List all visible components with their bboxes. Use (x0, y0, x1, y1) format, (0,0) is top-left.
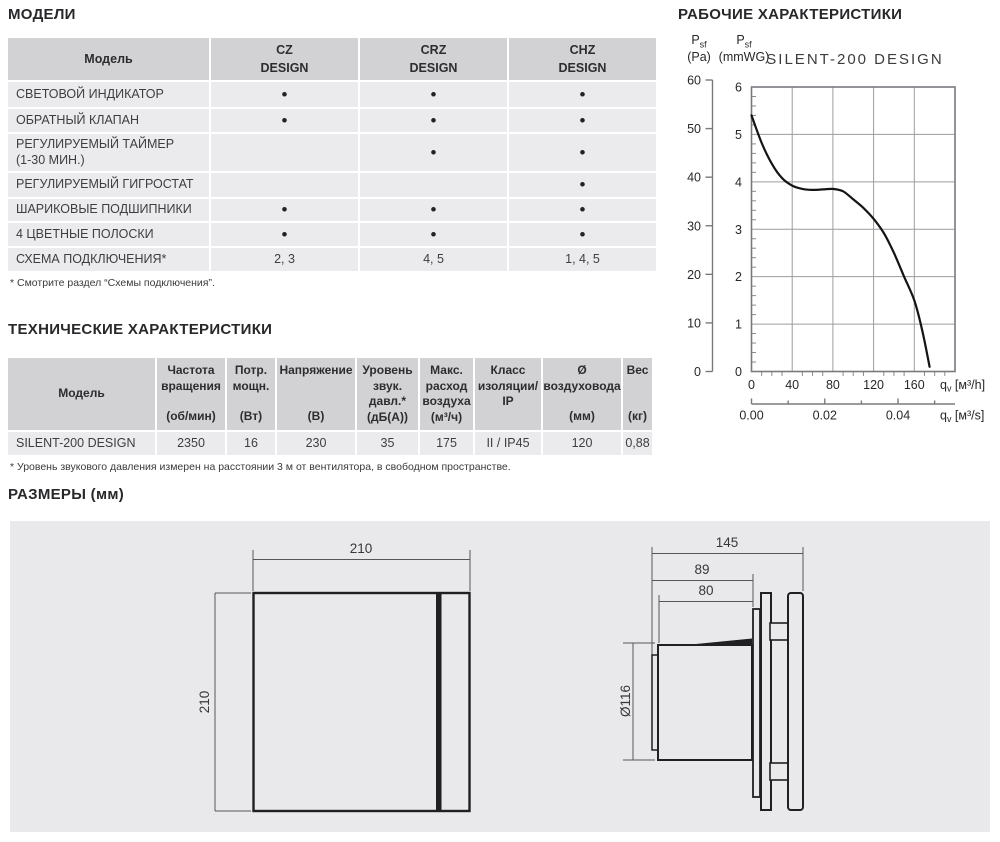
dim-side-depth: 145 (715, 535, 739, 550)
spacer-bottom (770, 763, 789, 780)
front-stripe (436, 594, 442, 810)
tech-header-power: Потр. мощн. (Вт) (227, 358, 275, 430)
tech-header-weight: Вес (кг) (623, 358, 652, 430)
duct-body (658, 645, 752, 760)
tech-header-airflow: Макс. расход воздуха (м³/ч) (420, 358, 473, 430)
feature-dot: • (509, 223, 656, 246)
feature-dot: • (211, 223, 358, 246)
feature-dot (360, 173, 507, 197)
pa-axis-label: $P_{sf}$ (Pa) (687, 33, 711, 65)
performance-chart (670, 70, 1000, 432)
feature-dot: • (211, 82, 358, 107)
row-label: ШАРИКОВЫЕ ПОДШИПНИКИ (16, 202, 192, 217)
table-row (8, 134, 656, 171)
svg-text:40: 40 (785, 378, 800, 392)
feature-dot: • (509, 199, 656, 221)
dimensions-panel (10, 521, 990, 832)
front-cover (788, 593, 803, 810)
tech-footnote: * Уровень звукового давления измерен на расстоянии 3 м от вентилятора, в свободном пространстве. (10, 461, 511, 473)
tech-model-name: SILENT-200 DESIGN (8, 432, 155, 455)
svg-text:60: 60 (687, 73, 701, 88)
tech-value-speed: 2350 (157, 432, 225, 455)
svg-text:4: 4 (735, 175, 742, 190)
feature-dot: • (360, 223, 507, 246)
svg-text:0: 0 (735, 365, 742, 379)
svg-text:30: 30 (687, 219, 701, 234)
dim-side-body: 80 (698, 583, 714, 598)
tech-header-row (8, 358, 652, 430)
tech-value-voltage: 230 (277, 432, 355, 455)
performance-section-title: РАБОЧИЕ ХАРАКТЕРИСТИКИ (678, 6, 903, 23)
tech-value-airflow: 175 (420, 432, 473, 455)
side-view (652, 593, 803, 810)
fan-curve (752, 115, 930, 366)
dim-front-width: 210 (349, 541, 373, 556)
dim-duct-diameter: Ø116 (618, 684, 633, 718)
feature-dot (211, 173, 358, 197)
models-footnote: * Смотрите раздел “Схемы подключения”. (10, 277, 215, 289)
feature-dot: • (211, 109, 358, 132)
models-header-row (8, 38, 656, 80)
tech-value-power: 16 (227, 432, 275, 455)
wiring-schema-value: 2, 3 (211, 248, 358, 271)
models-section-title: МОДЕЛИ (8, 6, 76, 23)
tech-header-duct: Ø воздуховода (мм) (543, 358, 621, 430)
pa-axis (706, 80, 713, 372)
dimensions-section-title: РАЗМЕРЫ (мм) (8, 486, 125, 503)
secondary-axis (752, 399, 956, 405)
svg-text:2: 2 (735, 270, 742, 285)
chart-grid (752, 87, 956, 372)
svg-text:20: 20 (687, 267, 701, 282)
chart-title: SILENT-200 DESIGN (766, 51, 944, 68)
dimensions-drawing (10, 521, 990, 832)
wiring-schema-value: 1, 4, 5 (509, 248, 656, 271)
tech-header-voltage: Напряжение (В) (277, 358, 355, 430)
table-row (8, 173, 656, 197)
dim-front-height: 210 (197, 690, 212, 714)
svg-text:40: 40 (687, 170, 701, 185)
row-label: СХЕМА ПОДКЛЮЧЕНИЯ* (16, 251, 167, 266)
tech-table (8, 358, 652, 457)
svg-text:0.00: 0.00 (739, 408, 764, 423)
wiring-schema-value: 4, 5 (360, 248, 507, 271)
mmwg-axis-label: $P_{sf}$ (mmWG) (718, 33, 770, 65)
tech-value-weight: 0,88 (623, 432, 652, 455)
svg-text:0: 0 (694, 365, 701, 379)
table-row (8, 82, 656, 107)
table-row (8, 199, 656, 221)
table-row (8, 223, 656, 246)
minor-ticks (752, 96, 945, 376)
feature-dot: • (509, 173, 656, 197)
feature-dot: • (211, 199, 358, 221)
table-row (8, 109, 656, 132)
tech-value-duct: 120 (543, 432, 621, 455)
feature-dot: • (360, 109, 507, 132)
row-label: 4 ЦВЕТНЫЕ ПОЛОСКИ (16, 226, 154, 241)
tech-value-noise: 35 (357, 432, 418, 455)
svg-text:0.02: 0.02 (812, 408, 837, 423)
svg-text:80: 80 (825, 378, 840, 392)
front-view (254, 593, 470, 811)
duct-taper-line (696, 639, 752, 645)
flow-axis-label-m3h: $q_v$ [м³/h] (940, 378, 986, 394)
tech-data-row (8, 432, 652, 455)
feature-dot: • (509, 109, 656, 132)
svg-text:1: 1 (735, 317, 742, 332)
svg-text:160: 160 (903, 378, 925, 392)
feature-dot: • (509, 134, 656, 171)
svg-text:0.04: 0.04 (885, 408, 911, 423)
models-header-chz: CHZ DESIGN (509, 38, 656, 80)
feature-dot: • (360, 134, 507, 171)
tech-value-insulation: II / IP45 (475, 432, 541, 455)
models-table (8, 38, 656, 273)
models-header-cz: CZ DESIGN (211, 38, 358, 80)
row-label: РЕГУЛИРУЕМЫЙ ТАЙМЕР (16, 136, 175, 151)
svg-text:50: 50 (687, 122, 701, 137)
row-label: СВЕТОВОЙ ИНДИКАТОР (16, 86, 164, 101)
svg-text:10: 10 (687, 316, 701, 331)
tech-header-model: Модель (8, 358, 155, 430)
models-header-model (8, 38, 209, 80)
feature-dot: • (360, 199, 507, 221)
svg-text:0: 0 (748, 378, 755, 392)
svg-text:6: 6 (735, 80, 742, 95)
svg-text:120: 120 (863, 378, 885, 392)
spacer-top (770, 623, 789, 640)
models-header-crz: CRZ DESIGN (360, 38, 507, 80)
feature-dot: • (509, 82, 656, 107)
row-label: РЕГУЛИРУЕМЫЙ ГИГРОСТАТ (16, 177, 194, 192)
flow-axis-label-m3s: $q_v$ [м³/s] (940, 408, 985, 424)
feature-dot (211, 134, 358, 171)
tech-section-title: ТЕХНИЧЕСКИЕ ХАРАКТЕРИСТИКИ (8, 321, 273, 338)
tech-header-noise: Уровень звук. давл.* (дБ(А)) (357, 358, 418, 430)
tech-header-insulation: Класс изоляции/ IP (475, 358, 541, 430)
dim-side-flange: 89 (694, 562, 710, 577)
feature-dot: • (360, 82, 507, 107)
models-header-model-label: Модель (84, 51, 133, 66)
svg-text:5: 5 (735, 127, 742, 142)
tech-header-speed: Частота вращения (об/мин) (157, 358, 225, 430)
row-label-line2: (1-30 МИН.) (16, 152, 85, 167)
row-label: ОБРАТНЫЙ КЛАПАН (16, 112, 140, 127)
table-row (8, 248, 656, 271)
back-plate (753, 609, 760, 797)
svg-text:3: 3 (735, 222, 742, 237)
